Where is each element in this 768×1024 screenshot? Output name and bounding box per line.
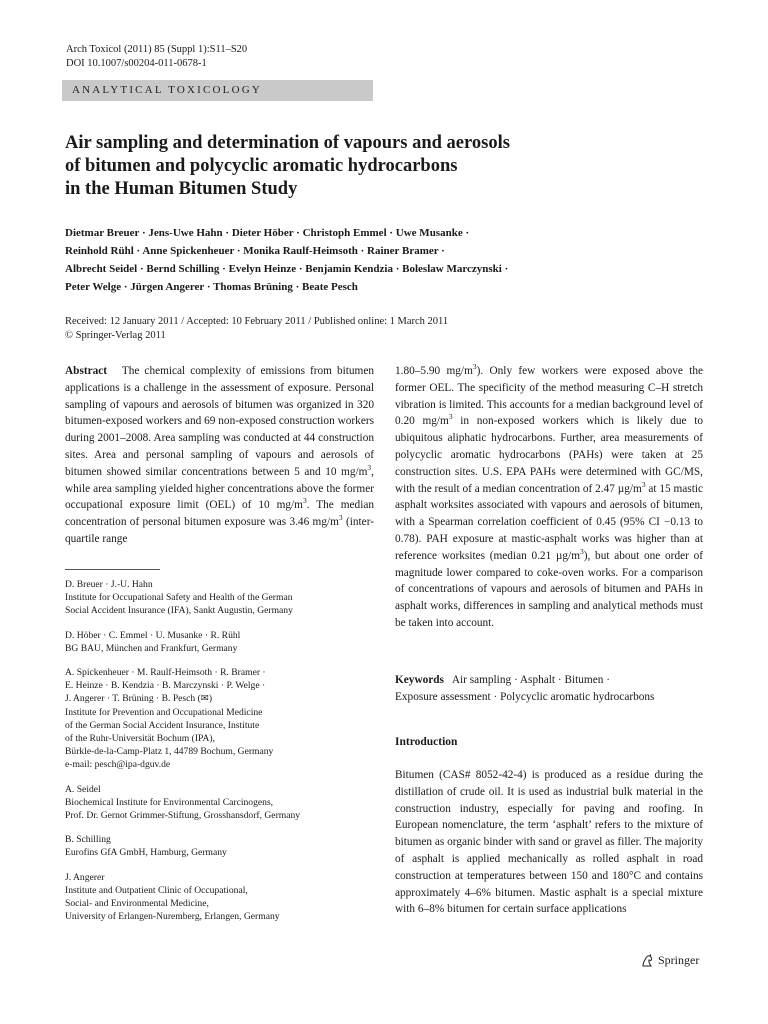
author-line: Peter Welge · Jürgen Angerer · Thomas Brüning · Beate Pesch bbox=[65, 281, 358, 293]
affiliation-line: of the Ruhr-Universität Bochum (IPA), bbox=[65, 733, 216, 745]
affiliation-line: J. Angerer · T. Brüning · B. Pesch (✉) bbox=[65, 693, 213, 705]
section-banner: ANALYTICAL TOXICOLOGY bbox=[62, 80, 373, 101]
abstract-text: (inter-quartile range bbox=[65, 516, 374, 545]
abstract-text: ), but about one order of magnitude lower compared to coke-oven works. For a comparison of concentrations of vapours and aerosols of bitumen and PAHs in asphalt works, differences in sampling and analytical methods must be taken into account. bbox=[395, 549, 703, 629]
affiliation-line: of the German Social Accident Insurance, Institute bbox=[65, 719, 260, 731]
affiliation-line: E. Heinze · B. Kendzia · B. Marczynski · P. Welge · bbox=[65, 680, 266, 692]
affiliation-line: Institute and Outpatient Clinic of Occupational, bbox=[65, 884, 248, 896]
abstract-text: ). Only few workers were exposed above the former OEL. The specificity of the method measuring C–H stretch vibration is limited. This accounts for a median background level of 0.20 mg/m bbox=[395, 365, 704, 428]
keywords-label: Keywords bbox=[395, 674, 444, 686]
affiliations bbox=[65, 578, 385, 934]
affiliation-line: D. Höber · C. Emmel · U. Musanke · R. Rühl bbox=[65, 629, 241, 641]
abstract-left-column bbox=[65, 363, 374, 548]
publisher-name: Springer bbox=[658, 953, 700, 967]
abstract-right-column bbox=[395, 363, 703, 632]
abstract-text: at 15 mastic asphalt worksites associated with vapours and aerosols of bitumen, with a Spearman correlation coefficient of 0.45 (95% CI −0.13 to 0.78). PAH exposure at mastic-asphalt works was higher than at reference worksites (median 0.21 µg/m bbox=[395, 482, 703, 562]
affiliation-line: Social- and Environmental Medicine, bbox=[65, 898, 209, 910]
title-line: of bitumen and polycyclic aromatic hydrocarbons bbox=[65, 156, 458, 176]
copyright: © Springer-Verlag 2011 bbox=[65, 330, 166, 341]
affiliation-block bbox=[65, 629, 385, 655]
affiliation-line: Institute for Occupational Safety and Health of the German bbox=[65, 592, 293, 604]
abstract-text: 1.80–5.90 mg/m bbox=[395, 365, 473, 377]
abstract-label: Abstract bbox=[65, 365, 108, 377]
superscript: 3 bbox=[302, 496, 307, 506]
affiliation-line: Institute for Prevention and Occupational Medicine bbox=[65, 706, 263, 718]
abstract-paragraph bbox=[65, 363, 374, 548]
author-line: Reinhold Rühl · Anne Spickenheuer · Monika Raulf-Heimsoth · Rainer Bramer · bbox=[65, 245, 445, 257]
affiliation-block bbox=[65, 871, 385, 924]
journal-reference bbox=[66, 43, 247, 71]
affiliation-line: Bürkle-de-la-Camp-Platz 1, 44789 Bochum, Germany bbox=[65, 746, 274, 758]
affiliation-line: D. Breuer · J.-U. Hahn bbox=[65, 579, 153, 590]
abstract-text: The chemical complexity of emissions from bitumen applications is a challenge in the assessment of exposure. Personal sampling of vapours and aerosols of bitumen was organized in 320 bitumen-exposed workers and 69 non-exposed construction workers during 2001–2008. Area sampling was conducted at 44 construction sites. Area and personal sampling of vapours and aerosols of bitumen showed similar concentrations between 5 and 10 mg/m bbox=[65, 365, 374, 478]
affiliation-line: A. Spickenheuer · M. Raulf-Heimsoth · R. Bramer · bbox=[65, 667, 266, 679]
affiliation-line: University of Erlangen-Nuremberg, Erlangen, Germany bbox=[65, 911, 280, 923]
affiliation-line: Eurofins GfA GmbH, Hamburg, Germany bbox=[65, 847, 227, 859]
superscript: 3 bbox=[580, 547, 584, 556]
introduction-body bbox=[395, 767, 703, 918]
publisher-logo bbox=[640, 953, 699, 968]
introduction-heading: Introduction bbox=[395, 736, 458, 748]
keywords bbox=[395, 672, 715, 706]
abstract-continued bbox=[395, 363, 703, 632]
springer-horse-icon bbox=[640, 954, 654, 968]
abstract-text: in non-exposed workers which is likely due to ubiquitous aliphatic hydrocarbons. Further, area measurements of polycyclic aromatic hydrocarbons (PAHs) were taken at 25 construction sites. U.S. EPA PAHs were determined with GC/MS, with the result of a median concentration of 2.47 µg/m bbox=[395, 415, 703, 495]
affiliation-line: Social Accident Insurance (IFA), Sankt Augustin, Germany bbox=[65, 605, 293, 617]
superscript: 3 bbox=[338, 513, 343, 523]
doi: DOI 10.1007/s00204-011-0678-1 bbox=[66, 58, 207, 69]
affiliation-block bbox=[65, 783, 385, 823]
author-line: Albrecht Seidel · Bernd Schilling · Evelyn Heinze · Benjamin Kendzia · Boleslaw Marczynski · bbox=[65, 263, 509, 275]
title-line: Air sampling and determination of vapours and aerosols bbox=[65, 133, 510, 153]
author-list bbox=[65, 224, 745, 296]
journal-citation: Arch Toxicol (2011) 85 (Suppl 1):S11–S20 bbox=[66, 44, 248, 55]
affiliation-block bbox=[65, 833, 385, 859]
affiliation-line: e-mail: pesch@ipa-dguv.de bbox=[65, 759, 171, 771]
affiliation-line: BG BAU, München and Frankfurt, Germany bbox=[65, 642, 238, 654]
footnote-divider bbox=[65, 569, 160, 570]
keywords-line: Exposure assessment · Polycyclic aromatic hydrocarbons bbox=[395, 690, 655, 703]
introduction-paragraph: Bitumen (CAS# 8052-42-4) is produced as a residue during the distillation of crude oil. It is used as industrial bulk material in the construction industry, especially for paving and roofing. In European nomenclature, the term ‘asphalt’ refers to the mixture of bitumen as organic binder with sand or gravel as filler. The majority of asphalt is applied mechanically as rolled asphalt in road construction at temperatures between 150 and 180°C and contains approximately 4–6% bitumen. Mastic asphalt is a special mixture with 6–8% bitumen for certain surface applications bbox=[395, 769, 703, 916]
abstract-text: , while area sampling yielded higher concentrations above the former occupational exposure limit (OEL) of 10 mg/m bbox=[65, 465, 374, 512]
article-title bbox=[65, 132, 725, 201]
affiliation-block bbox=[65, 578, 385, 618]
affiliation-line: Prof. Dr. Gernot Grimmer-Stiftung, Grosshansdorf, Germany bbox=[65, 810, 301, 822]
affiliation-line: J. Angerer bbox=[65, 871, 105, 883]
publication-dates bbox=[65, 315, 448, 343]
history-dates: Received: 12 January 2011 / Accepted: 10 February 2011 / Published online: 1 March 2011 bbox=[65, 316, 449, 327]
affiliation-line: A. Seidel bbox=[65, 783, 101, 795]
keywords-line: Air sampling · Asphalt · Bitumen · bbox=[451, 674, 610, 686]
superscript: 3 bbox=[367, 463, 372, 473]
abstract-text: . The median concentration of personal bitumen exposure was 3.46 mg/m bbox=[65, 499, 374, 529]
author-line: Dietmar Breuer · Jens-Uwe Hahn · Dieter Höber · Christoph Emmel · Uwe Musanke · bbox=[65, 227, 470, 239]
affiliation-block bbox=[65, 666, 385, 772]
superscript: 3 bbox=[472, 362, 477, 372]
superscript: 3 bbox=[448, 412, 453, 422]
affiliation-line: Biochemical Institute for Environmental Carcinogens, bbox=[65, 796, 274, 808]
affiliation-line: B. Schilling bbox=[65, 834, 111, 846]
title-line: in the Human Bitumen Study bbox=[65, 179, 298, 199]
superscript: 3 bbox=[641, 479, 646, 489]
